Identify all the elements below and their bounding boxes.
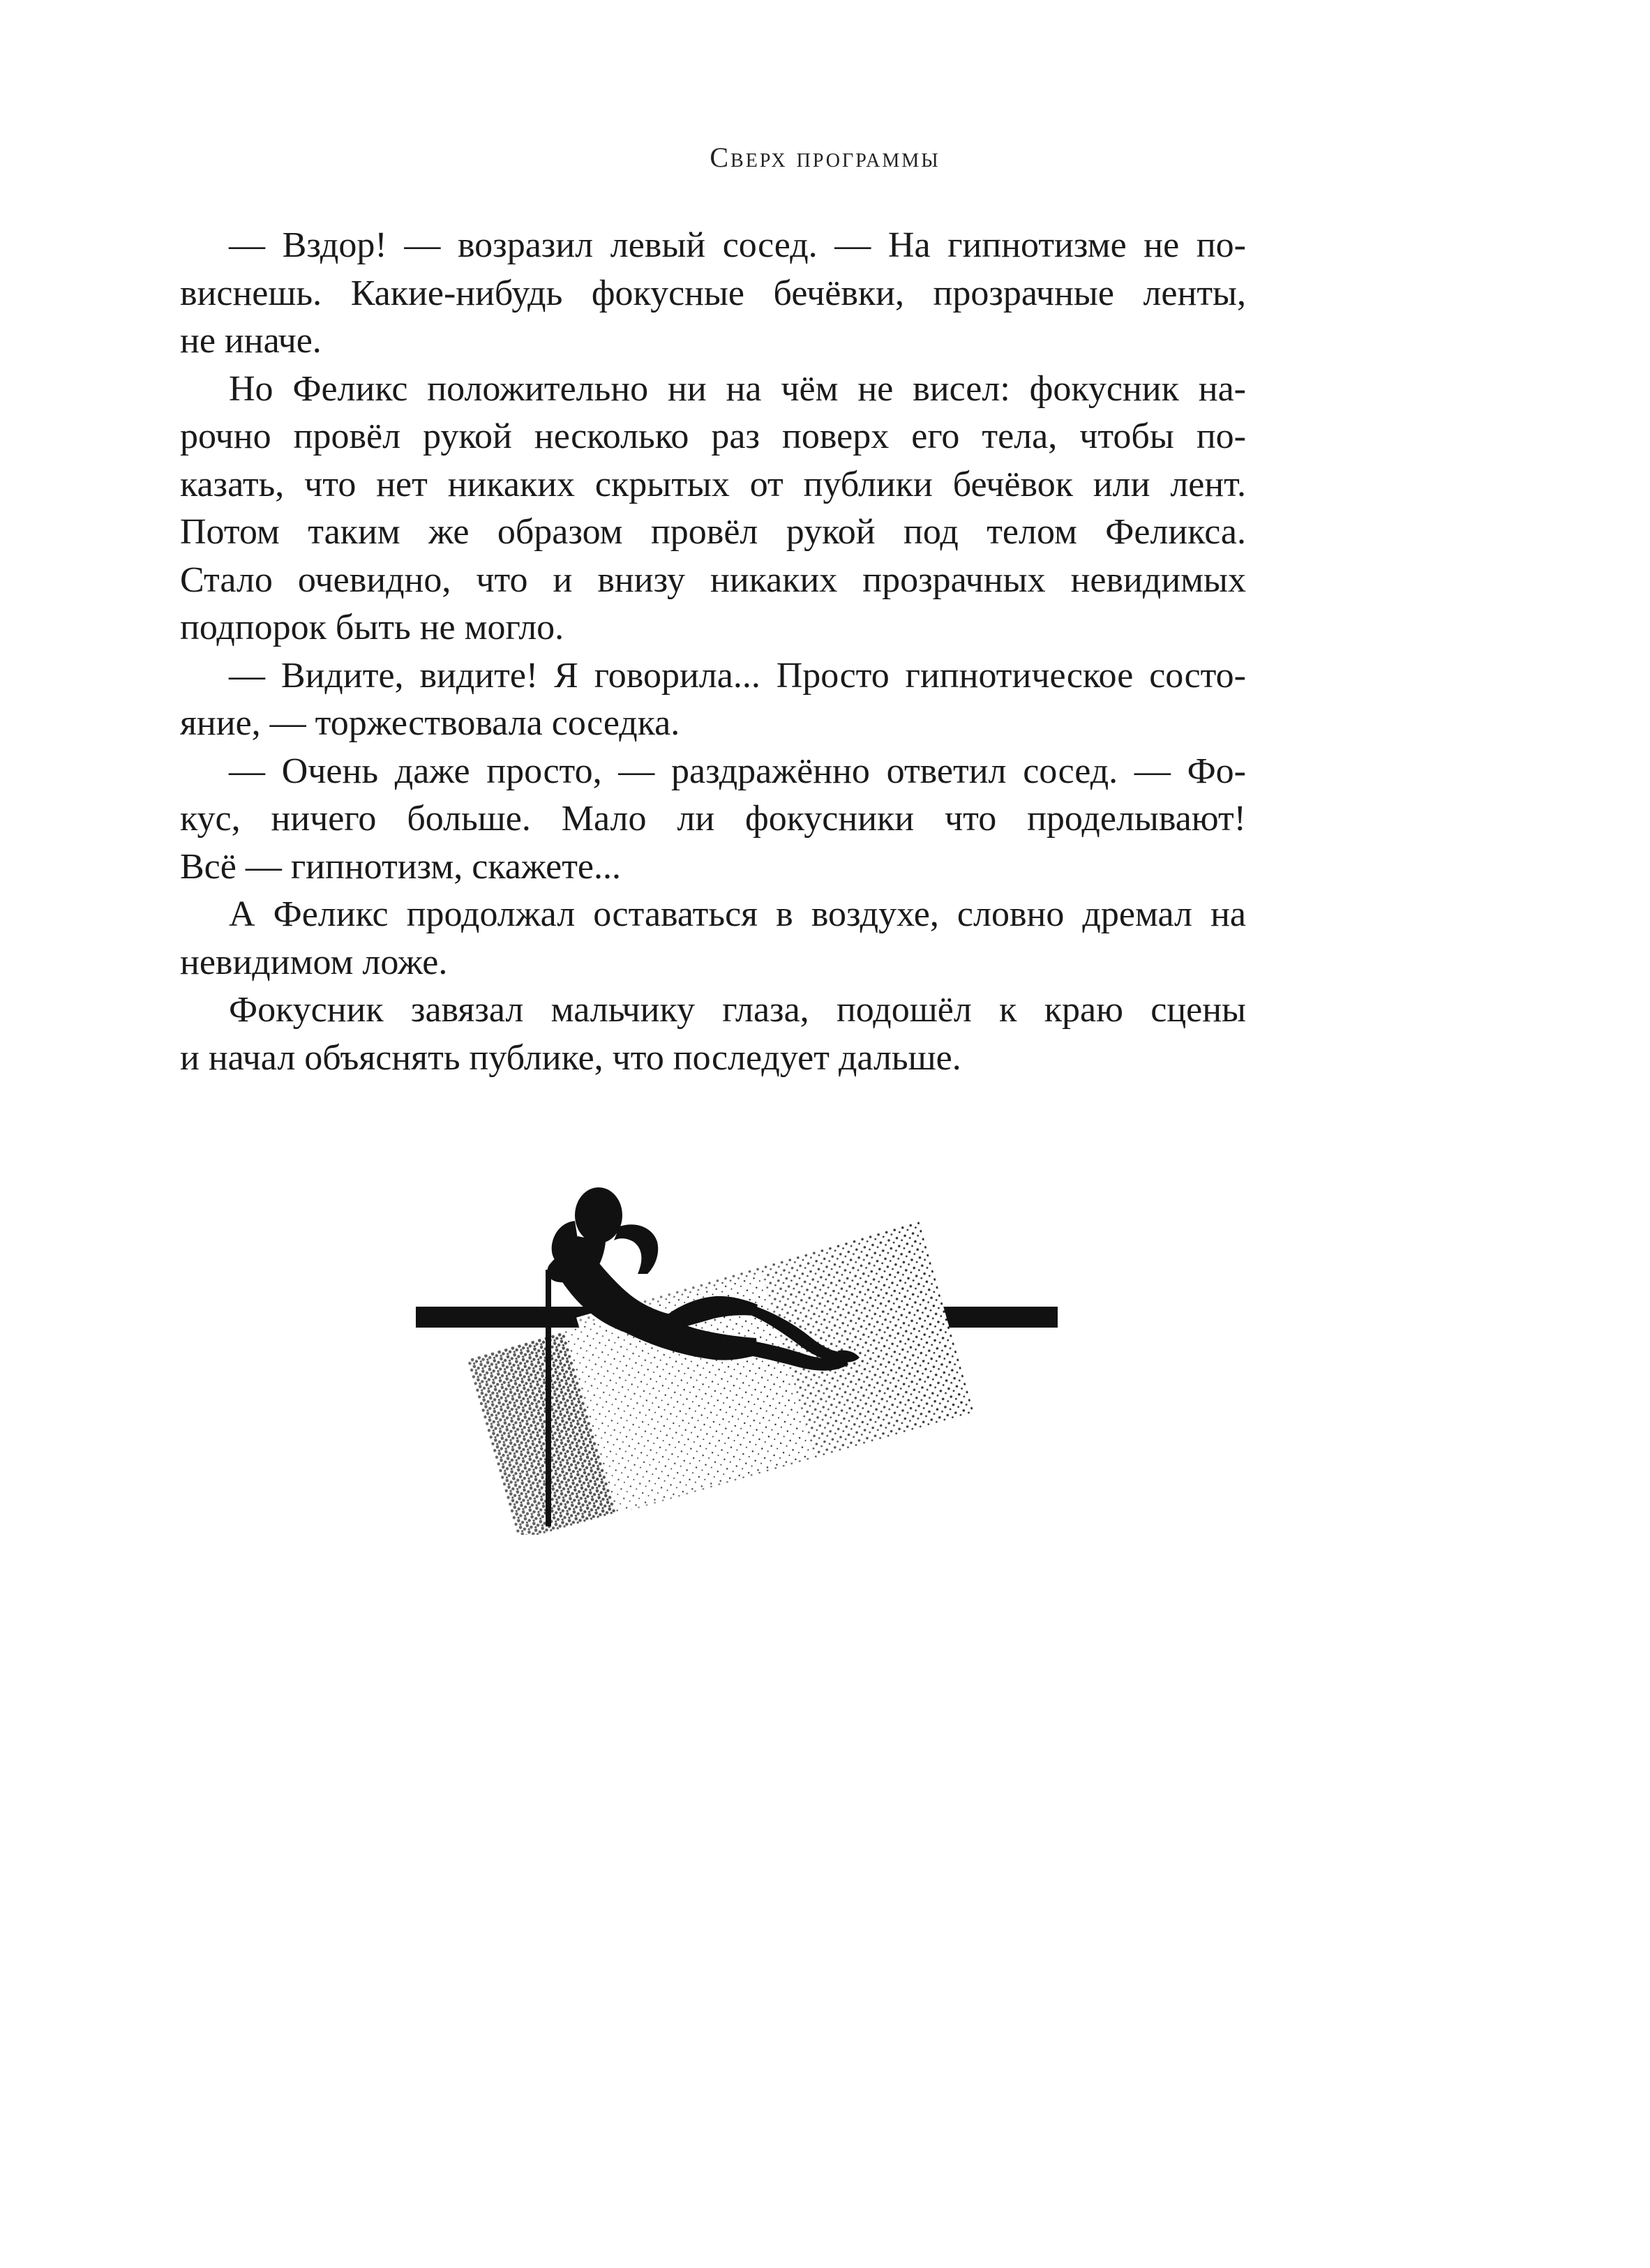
text-line: и начал объяснять публике, что последует дальше. [180, 1037, 961, 1078]
text-line: А Феликс продолжал оставаться в воздухе, словно дремал на [229, 894, 1246, 934]
text-line: Стало очевидно, что и внизу никаких прозрачных невидимых [180, 560, 1246, 600]
text-line: — Вздор! — возразил левый сосед. — На гипнотизме не по- [229, 225, 1246, 265]
support-rod [546, 1270, 551, 1526]
text-line: Но Феликс положительно ни на чём не висел: фокусник на- [229, 368, 1246, 409]
text-line: Всё — гипнотизм, скажете... [180, 846, 621, 887]
running-head: Сверх программы [710, 142, 940, 173]
text-line: казать, что нет никаких скрытых от публики бечёвок или лент. [180, 464, 1246, 504]
levitating-boy-illustration [416, 1172, 1058, 1535]
text-line: рочно провёл рукой несколько раз поверх его тела, чтобы по- [180, 416, 1246, 456]
text-line: Потом таким же образом провёл рукой под телом Феликса. [180, 512, 1246, 552]
text-line: яние, — торжествовала соседка. [180, 703, 680, 743]
text-line: Фокусник завязал мальчику глаза, подошёл к краю сцены [229, 990, 1246, 1030]
text-line: виснешь. Какие-нибудь фокусные бечёвки, прозрачные ленты, [180, 273, 1246, 313]
text-line: подпорок быть не могло. [180, 608, 564, 647]
text-line: — Видите, видите! Я говорила... Просто гипнотическое состо- [229, 655, 1246, 696]
text-line: кус, ничего больше. Мало ли фокусники что проделывают! [180, 799, 1246, 839]
body-text [180, 222, 1246, 1082]
text-line: невидимом ложе. [180, 942, 448, 982]
text-line: не иначе. [180, 321, 322, 361]
text-line: — Очень даже просто, — раздражённо ответил сосед. — Фо- [229, 751, 1246, 791]
